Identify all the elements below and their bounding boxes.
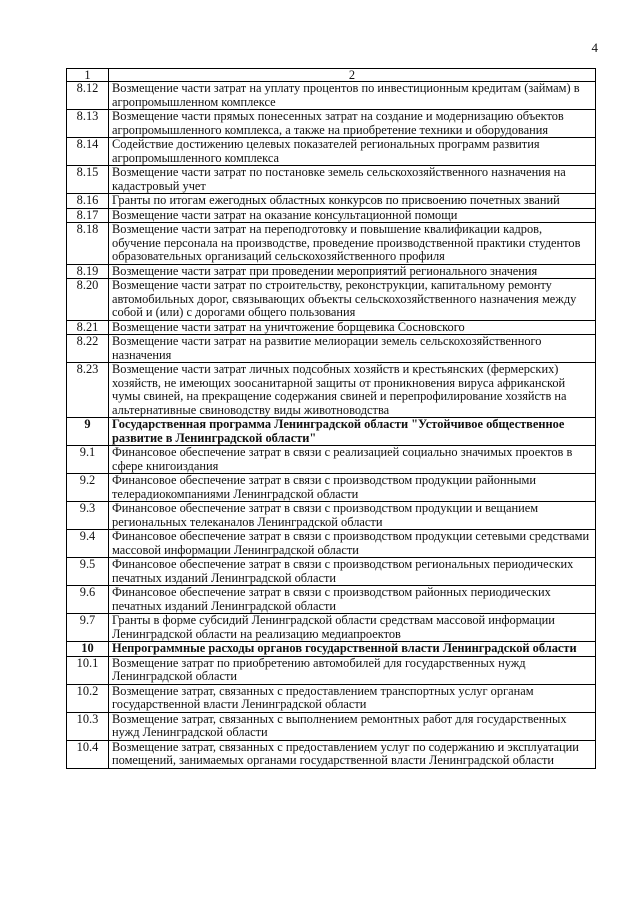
table-row bbox=[67, 363, 596, 418]
table-row bbox=[67, 656, 596, 684]
table-header-row bbox=[67, 69, 596, 82]
row-description: Финансовое обеспечение затрат в связи с производством продукции районными телерадиокомпаниями Ленинградской области bbox=[109, 474, 596, 502]
row-description: Государственная программа Ленинградской области "Устойчивое общественное развитие в Ленинградской области" bbox=[109, 418, 596, 446]
row-description: Возмещение части затрат на уничтожение борщевика Сосновского bbox=[109, 320, 596, 335]
row-description: Финансовое обеспечение затрат в связи с производством продукции и вещанием региональных телеканалов Ленинградской области bbox=[109, 502, 596, 530]
section-heading-row bbox=[67, 418, 596, 446]
table-row bbox=[67, 335, 596, 363]
row-description: Гранты в форме субсидий Ленинградской области средствам массовой информации Ленинградской области на реализацию медиапроектов bbox=[109, 614, 596, 642]
row-description: Возмещение части затрат по строительству, реконструкции, капитальному ремонту автомобильных дорог, связывающих объекты сельскохозяйственного назначения между собой и (или) с дорогами общего пользования bbox=[109, 279, 596, 321]
row-number: 8.20 bbox=[67, 279, 109, 321]
row-number: 8.12 bbox=[67, 82, 109, 110]
table-row bbox=[67, 684, 596, 712]
row-description: Возмещение части затрат на переподготовку и повышение квалификации кадров, обучение персонала на производстве, проведение производственной практики студентов образовательных организаций сельскохозяйственного профиля bbox=[109, 223, 596, 265]
expenditure-table bbox=[66, 68, 596, 769]
row-number: 10 bbox=[67, 642, 109, 657]
row-number: 8.15 bbox=[67, 166, 109, 194]
row-description: Возмещение затрат, связанных с предоставлением услуг по содержанию и эксплуатации помещений, занимаемых органами государственной власти Ленинградской области bbox=[109, 740, 596, 768]
table-row bbox=[67, 194, 596, 209]
row-number: 10.4 bbox=[67, 740, 109, 768]
row-description: Возмещение затрат, связанных с предоставлением транспортных услуг органам государственной власти Ленинградской области bbox=[109, 684, 596, 712]
table-row bbox=[67, 502, 596, 530]
row-description: Финансовое обеспечение затрат в связи с производством региональных периодических печатных изданий Ленинградской области bbox=[109, 558, 596, 586]
table-row bbox=[67, 740, 596, 768]
row-description: Непрограммные расходы органов государственной власти Ленинградской области bbox=[109, 642, 596, 657]
row-number: 10.1 bbox=[67, 656, 109, 684]
row-description: Возмещение части затрат по постановке земель сельскохозяйственного назначения на кадастровый учет bbox=[109, 166, 596, 194]
table-row bbox=[67, 264, 596, 279]
row-description: Содействие достижению целевых показателей региональных программ развития агропромышленного комплекса bbox=[109, 138, 596, 166]
table-row bbox=[67, 614, 596, 642]
table-row bbox=[67, 586, 596, 614]
table-row bbox=[67, 279, 596, 321]
header-col-number: 1 bbox=[67, 69, 109, 82]
row-number: 8.23 bbox=[67, 363, 109, 418]
row-description: Финансовое обеспечение затрат в связи с производством продукции сетевыми средствами массовой информации Ленинградской области bbox=[109, 530, 596, 558]
row-number: 8.14 bbox=[67, 138, 109, 166]
row-number: 8.22 bbox=[67, 335, 109, 363]
row-number: 8.21 bbox=[67, 320, 109, 335]
row-number: 9.3 bbox=[67, 502, 109, 530]
row-number: 10.2 bbox=[67, 684, 109, 712]
table-row bbox=[67, 223, 596, 265]
row-number: 8.16 bbox=[67, 194, 109, 209]
row-number: 8.19 bbox=[67, 264, 109, 279]
header-col-description: 2 bbox=[109, 69, 596, 82]
row-number: 8.18 bbox=[67, 223, 109, 265]
table-row bbox=[67, 320, 596, 335]
row-description: Возмещение части затрат на уплату процентов по инвестиционным кредитам (займам) в агропромышленном комплексе bbox=[109, 82, 596, 110]
page-number: 4 bbox=[591, 40, 598, 55]
row-description: Финансовое обеспечение затрат в связи с производством районных периодических печатных изданий Ленинградской области bbox=[109, 586, 596, 614]
row-number: 9.7 bbox=[67, 614, 109, 642]
row-number: 10.3 bbox=[67, 712, 109, 740]
table-row bbox=[67, 446, 596, 474]
table-row bbox=[67, 558, 596, 586]
row-number: 9 bbox=[67, 418, 109, 446]
table-row bbox=[67, 530, 596, 558]
row-description: Гранты по итогам ежегодных областных конкурсов по присвоению почетных званий bbox=[109, 194, 596, 209]
table-row bbox=[67, 474, 596, 502]
table-row bbox=[67, 138, 596, 166]
table-row bbox=[67, 82, 596, 110]
row-number: 8.17 bbox=[67, 208, 109, 223]
row-number: 9.6 bbox=[67, 586, 109, 614]
row-description: Возмещение части затрат на развитие мелиорации земель сельскохозяйственного назначения bbox=[109, 335, 596, 363]
table-body bbox=[67, 82, 596, 769]
row-number: 9.1 bbox=[67, 446, 109, 474]
table-row bbox=[67, 110, 596, 138]
table-row bbox=[67, 166, 596, 194]
row-description: Возмещение затрат по приобретению автомобилей для государственных нужд Ленинградской области bbox=[109, 656, 596, 684]
row-number: 8.13 bbox=[67, 110, 109, 138]
row-description: Возмещение затрат, связанных с выполнением ремонтных работ для государственных нужд Ленинградской области bbox=[109, 712, 596, 740]
section-heading-row bbox=[67, 642, 596, 657]
table-row bbox=[67, 712, 596, 740]
row-number: 9.5 bbox=[67, 558, 109, 586]
row-number: 9.4 bbox=[67, 530, 109, 558]
table-row bbox=[67, 208, 596, 223]
row-description: Возмещение части затрат на оказание консультационной помощи bbox=[109, 208, 596, 223]
row-description: Возмещение части затрат при проведении мероприятий регионального значения bbox=[109, 264, 596, 279]
row-number: 9.2 bbox=[67, 474, 109, 502]
row-description: Возмещение части затрат личных подсобных хозяйств и крестьянских (фермерских) хозяйств, не имеющих зоосанитарной защиты от проникновения вируса африканской чумы свиней, на прекращение содержания свиней и перепрофилирование хозяйств на альтернативные свиноводству виды животноводства bbox=[109, 363, 596, 418]
row-description: Финансовое обеспечение затрат в связи с реализацией социально значимых проектов в сфере книгоиздания bbox=[109, 446, 596, 474]
row-description: Возмещение части прямых понесенных затрат на создание и модернизацию объектов агропромышленного комплекса, а также на приобретение техники и оборудования bbox=[109, 110, 596, 138]
